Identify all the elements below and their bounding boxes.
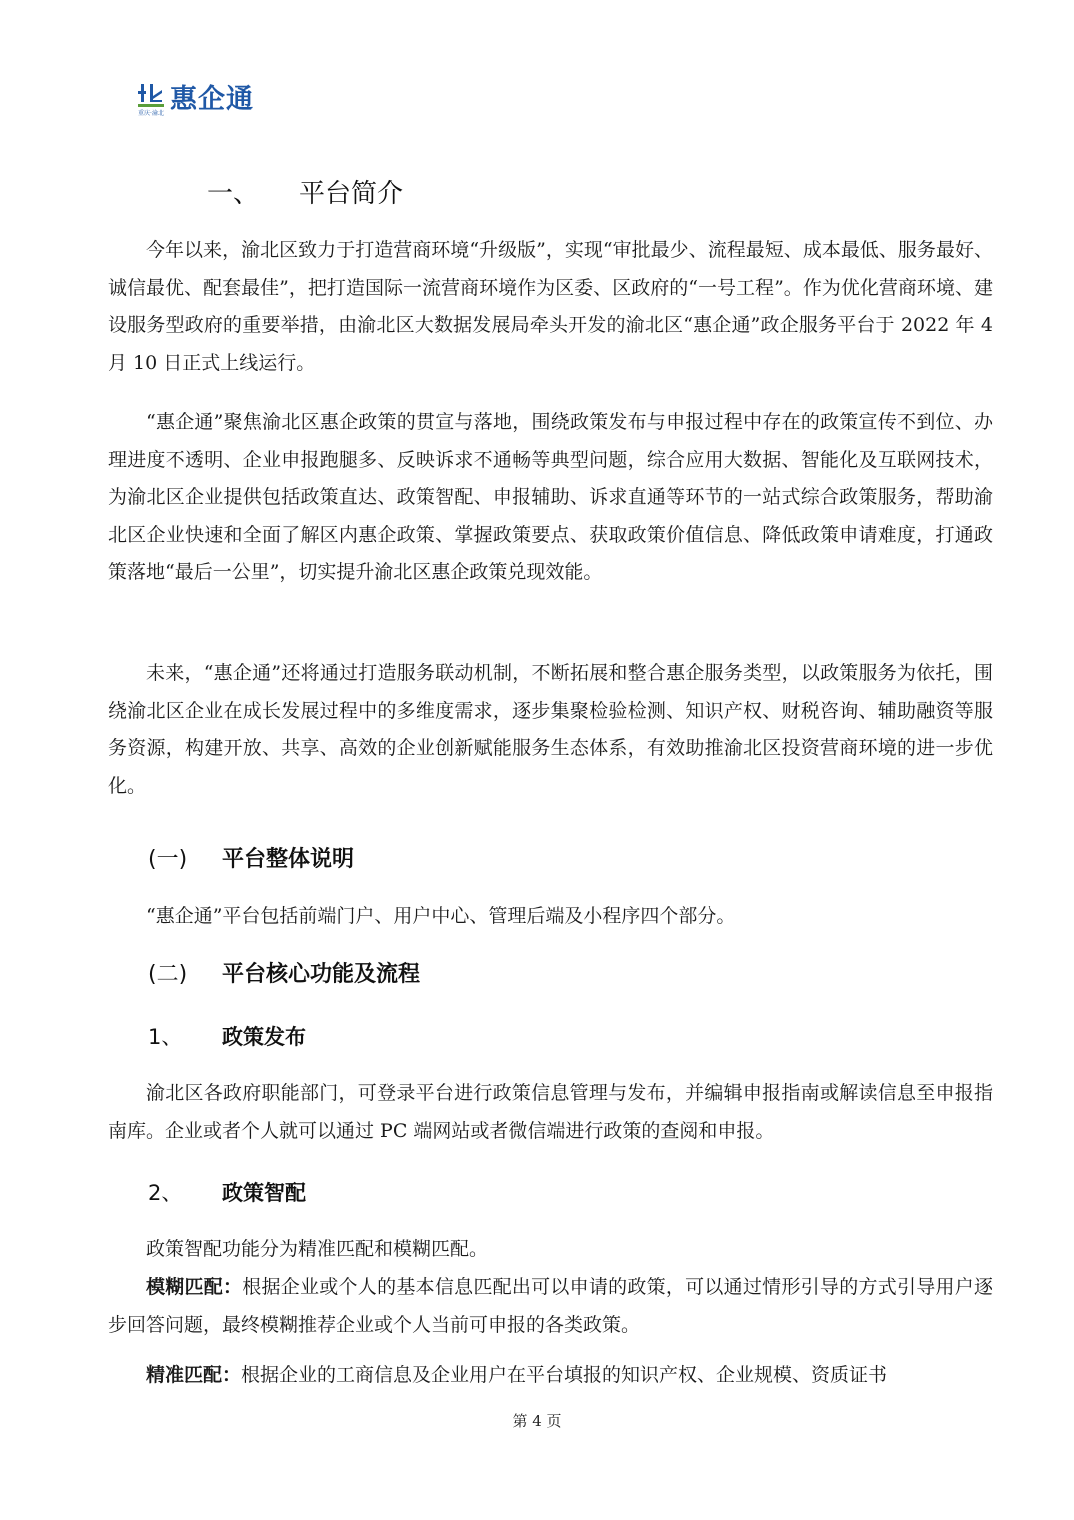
subsection-heading-core-functions (148, 957, 420, 988)
item-number: 2、 (148, 1181, 183, 1205)
subsection-title: 平台整体说明 (222, 847, 355, 872)
page-number: 第 4 页 (512, 1412, 562, 1430)
fuzzy-matching-paragraph (108, 1269, 993, 1344)
subsection-title: 平台核心功能及流程 (222, 962, 421, 987)
logo-text: 惠企通 (170, 84, 254, 115)
overall-paragraph: “惠企通”平台包括前端门户、用户中心、管理后端及小程序四个部分。 (146, 905, 736, 927)
precise-matching-label: 精准匹配： (146, 1364, 242, 1386)
item-title: 政策智配 (222, 1181, 306, 1205)
brand-logo (138, 80, 254, 120)
logo-mark-icon (138, 82, 164, 118)
subsection-heading-overall (148, 842, 354, 873)
subsection-number: (二) (148, 962, 188, 987)
logo-subtext: 重庆·渝北 (138, 110, 164, 117)
policy-release-paragraph: 渝北区各政府职能部门，可登录平台进行政策信息管理与发布，并编辑申报指南或解读信息至申报指南库。企业或者个人就可以通过 PC 端网站或者微信端进行政策的查阅和申报。 (108, 1082, 993, 1142)
subsection-number: (一) (148, 847, 188, 872)
fuzzy-matching-text: 根据企业或个人的基本信息匹配出可以申请的政策，可以通过情形引导的方式引导用户逐步回答问题，最终模糊推荐企业或个人当前可申报的各类政策。 (108, 1276, 993, 1336)
precise-matching-text: 根据企业的工商信息及企业用户在平台填报的知识产权、企业规模、资质证书 (241, 1364, 888, 1386)
section-title: 平台简介 (299, 179, 404, 209)
section-number: 一、 (207, 179, 260, 209)
intro-paragraph-3: 未来，“惠企通”还将通过打造服务联动机制，不断拓展和整合惠企服务类型，以政策服务为依托，围绕渝北区企业在成长发展过程中的多维度需求，逐步集聚检验检测、知识产权、财税咨询、辅助融资等服务资源，构建开放、共享、高效的企业创新赋能服务生态体系，有效助推渝北区投资营商环境的进一步优化。 (108, 662, 993, 797)
precise-matching-paragraph (108, 1357, 993, 1395)
section-heading-platform-intro (207, 173, 403, 210)
item-heading-policy-matching (148, 1177, 306, 1207)
intro-paragraph-2: “惠企通”聚焦渝北区惠企政策的贯宣与落地，围绕政策发布与申报过程中存在的政策宣传不到位、办理进度不透明、企业申报跑腿多、反映诉求不通畅等典型问题，综合应用大数据、智能化及互联网技术，为渝北区企业提供包括政策直达、政策智配、申报辅助、诉求直通等环节的一站式综合政策服务，帮助渝北区企业快速和全面了解区内惠企政策、掌握政策要点、获取政策价值信息、降低政策申请难度，打通政策落地“最后一公里”，切实提升渝北区惠企政策兑现效能。 (108, 411, 993, 584)
policy-matching-intro: 政策智配功能分为精准匹配和模糊匹配。 (146, 1238, 489, 1260)
item-heading-policy-release (148, 1021, 306, 1051)
item-number: 1、 (148, 1025, 183, 1049)
fuzzy-matching-label: 模糊匹配： (146, 1276, 243, 1298)
item-title: 政策发布 (222, 1025, 306, 1049)
intro-paragraph-1: 今年以来，渝北区致力于打造营商环境“升级版”，实现“审批最少、流程最短、成本最低、服务最好、诚信最优、配套最佳”，把打造国际一流营商环境作为区委、区政府的“一号工程”。作为优化营商环境、建设服务型政府的重要举措，由渝北区大数据发展局牵头开发的渝北区“惠企通”政企服务平台于 2022 年 4 月 10 日正式上线运行。 (108, 239, 993, 374)
